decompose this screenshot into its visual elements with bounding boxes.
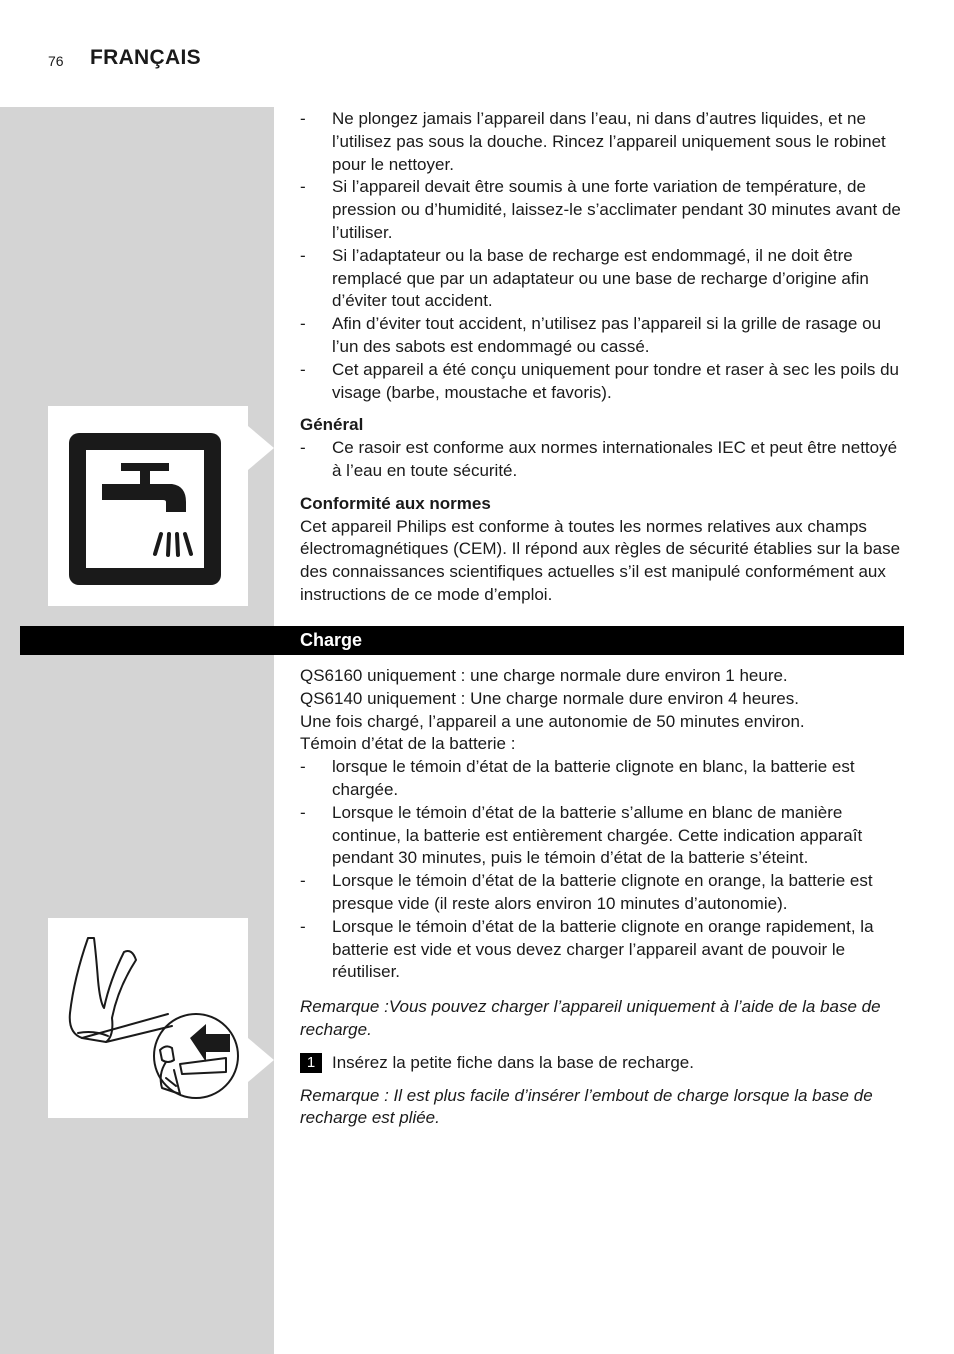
list-item: - Cet appareil a été conçu uniquement pour tondre et raser à sec les poils du visage (barbe, moustache et favoris). bbox=[300, 359, 900, 402]
note-charging-base: Remarque :Vous pouvez charger l’appareil uniquement à l’aide de la base de recharge. bbox=[300, 997, 881, 1039]
list-item: - Lorsque le témoin d’état de la batterie s’allume en blanc de manière continue, la batterie est entièrement chargée. Cette indication apparaît pendant 30 minutes, puis le témoin d’état de la batterie s’éteint. bbox=[300, 802, 863, 868]
language-heading: FRANÇAIS bbox=[90, 46, 201, 69]
charger-image bbox=[48, 918, 248, 1118]
list-item: - Si l’adaptateur ou la base de recharge est endommagé, il ne doit être remplacé que par un adaptateur ou une base de recharge d’origine afin d’éviter tout accident. bbox=[300, 245, 869, 311]
charge-line: Une fois chargé, l’appareil a une autonomie de 50 minutes environ. bbox=[300, 711, 805, 731]
image-pointer bbox=[248, 426, 274, 470]
left-margin-panel bbox=[0, 107, 274, 1354]
list-item: - lorsque le témoin d’état de la batterie clignote en blanc, la batterie est chargée. bbox=[300, 757, 855, 799]
list-item: - Lorsque le témoin d’état de la batterie clignote en orange, la batterie est presque vide (il reste alors environ 10 minutes d’autonomie). bbox=[300, 871, 873, 913]
list-item: - Ne plongez jamais l’appareil dans l’eau, ni dans d’autres liquides, et ne l’utilisez pas sous la douche. Rincez l’appareil uniquement sous le robinet pour le nettoyer. bbox=[300, 109, 886, 174]
note-insert-plug: Remarque : Il est plus facile d’insérer l’embout de charge lorsque la base de recharge est pliée. bbox=[300, 1085, 873, 1128]
charging-stand-illustration bbox=[48, 918, 248, 1118]
page-number: 76 bbox=[48, 53, 64, 69]
safety-section bbox=[300, 108, 906, 607]
compliance-heading: Conformité aux normes bbox=[300, 493, 491, 513]
step-number: 1 bbox=[300, 1053, 322, 1073]
water-tap-icon bbox=[48, 406, 248, 606]
step-text: Insérez la petite fiche dans la base de recharge. bbox=[332, 1052, 694, 1072]
compliance-text: Cet appareil Philips est conforme à toutes les normes relatives aux champs électromagnétiques (CEM). Il répond aux règles de sécurité établies sur la base des connaissances scientifiques actuelles s’il est manipulé conformément aux instructions de ce mode d’emploi. bbox=[300, 516, 901, 604]
general-heading: Général bbox=[300, 415, 364, 435]
list-item: - Lorsque le témoin d’état de la batterie clignote en orange rapidement, la batterie est vide et vous devez charger l’appareil avant de pouvoir le réutiliser. bbox=[300, 916, 874, 982]
image-pointer bbox=[248, 1038, 274, 1082]
section-title-charge: Charge bbox=[300, 630, 363, 650]
list-item: - Ce rasoir est conforme aux normes internationales IEC et peut être nettoyé à l’eau en toute sécurité. bbox=[300, 438, 898, 480]
charge-line: QS6140 uniquement : Une charge normale dure environ 4 heures. bbox=[300, 688, 799, 708]
charge-line: QS6160 uniquement : une charge normale dure environ 1 heure. bbox=[300, 666, 788, 685]
section-bar bbox=[20, 626, 904, 655]
charge-line: Témoin d’état de la batterie : bbox=[300, 734, 516, 754]
water-tap-image bbox=[48, 406, 248, 606]
step-1 bbox=[300, 1052, 906, 1075]
charge-section bbox=[300, 665, 906, 1130]
list-item: - Afin d’éviter tout accident, n’utilisez pas l’appareil si la grille de rasage ou l’un des sabots est endommagé ou cassé. bbox=[300, 314, 882, 356]
list-item: - Si l’appareil devait être soumis à une forte variation de température, de pression ou d’humidité, laissez-le s’acclimater pendant 30 minutes avant de l’utiliser. bbox=[300, 177, 901, 242]
